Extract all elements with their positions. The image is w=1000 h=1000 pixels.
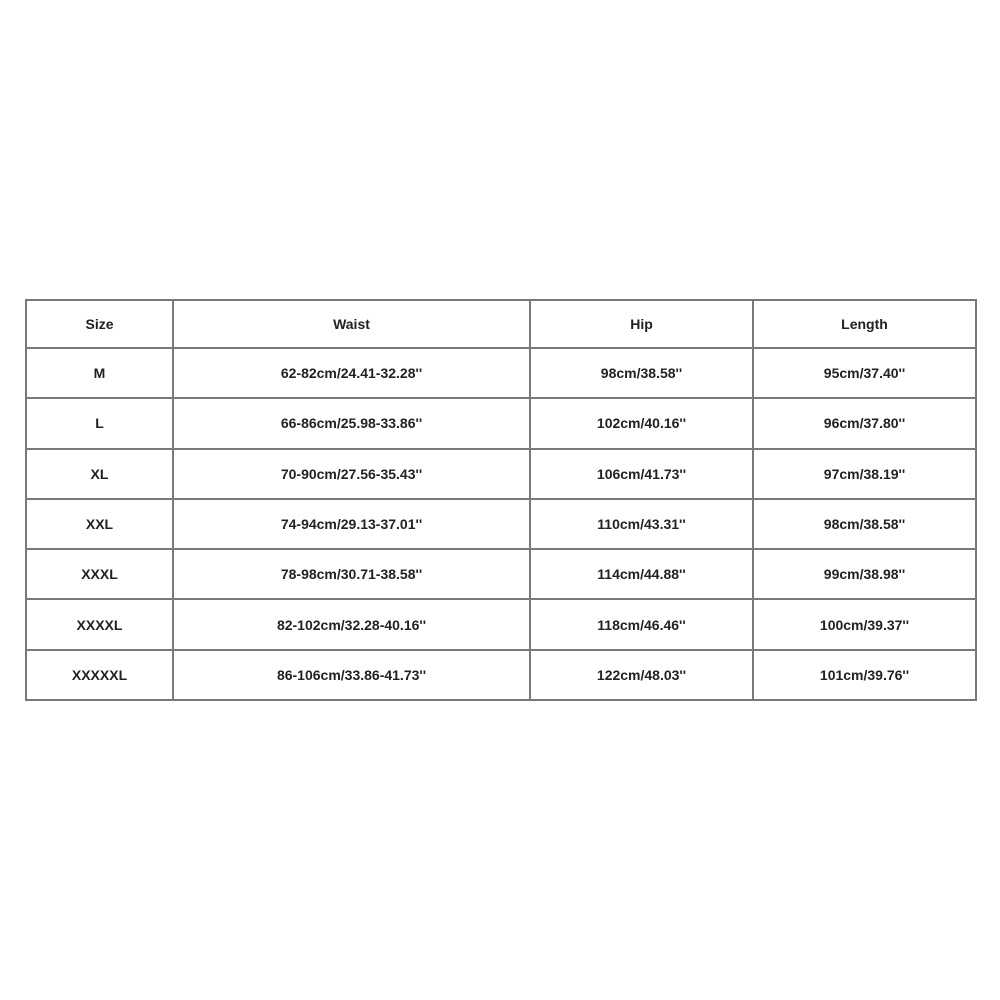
cell-size: XXXL bbox=[26, 549, 173, 599]
cell-waist: 70-90cm/27.56-35.43'' bbox=[173, 449, 530, 499]
table-row bbox=[26, 398, 976, 448]
cell-hip: 102cm/40.16'' bbox=[530, 398, 753, 448]
cell-length: 96cm/37.80'' bbox=[753, 398, 976, 448]
size-chart-table bbox=[25, 299, 977, 701]
cell-size: XXXXL bbox=[26, 599, 173, 649]
cell-size: M bbox=[26, 348, 173, 398]
cell-length: 99cm/38.98'' bbox=[753, 549, 976, 599]
cell-waist: 74-94cm/29.13-37.01'' bbox=[173, 499, 530, 549]
cell-length: 97cm/38.19'' bbox=[753, 449, 976, 499]
cell-size: L bbox=[26, 398, 173, 448]
header-row bbox=[26, 300, 976, 348]
table-row bbox=[26, 549, 976, 599]
table-row bbox=[26, 650, 976, 700]
cell-length: 100cm/39.37'' bbox=[753, 599, 976, 649]
cell-hip: 110cm/43.31'' bbox=[530, 499, 753, 549]
cell-hip: 98cm/38.58'' bbox=[530, 348, 753, 398]
cell-waist: 66-86cm/25.98-33.86'' bbox=[173, 398, 530, 448]
size-chart-header bbox=[26, 300, 976, 348]
cell-waist: 62-82cm/24.41-32.28'' bbox=[173, 348, 530, 398]
cell-hip: 106cm/41.73'' bbox=[530, 449, 753, 499]
header-waist: Waist bbox=[173, 300, 530, 348]
cell-size: XXXXXL bbox=[26, 650, 173, 700]
table-row bbox=[26, 449, 976, 499]
cell-hip: 122cm/48.03'' bbox=[530, 650, 753, 700]
cell-length: 98cm/38.58'' bbox=[753, 499, 976, 549]
cell-waist: 86-106cm/33.86-41.73'' bbox=[173, 650, 530, 700]
cell-size: XL bbox=[26, 449, 173, 499]
table-row bbox=[26, 348, 976, 398]
cell-waist: 82-102cm/32.28-40.16'' bbox=[173, 599, 530, 649]
cell-hip: 118cm/46.46'' bbox=[530, 599, 753, 649]
header-length: Length bbox=[753, 300, 976, 348]
table-row bbox=[26, 499, 976, 549]
cell-size: XXL bbox=[26, 499, 173, 549]
cell-hip: 114cm/44.88'' bbox=[530, 549, 753, 599]
cell-length: 101cm/39.76'' bbox=[753, 650, 976, 700]
header-size: Size bbox=[26, 300, 173, 348]
size-chart-body bbox=[26, 348, 976, 700]
table-row bbox=[26, 599, 976, 649]
cell-length: 95cm/37.40'' bbox=[753, 348, 976, 398]
header-hip: Hip bbox=[530, 300, 753, 348]
cell-waist: 78-98cm/30.71-38.58'' bbox=[173, 549, 530, 599]
